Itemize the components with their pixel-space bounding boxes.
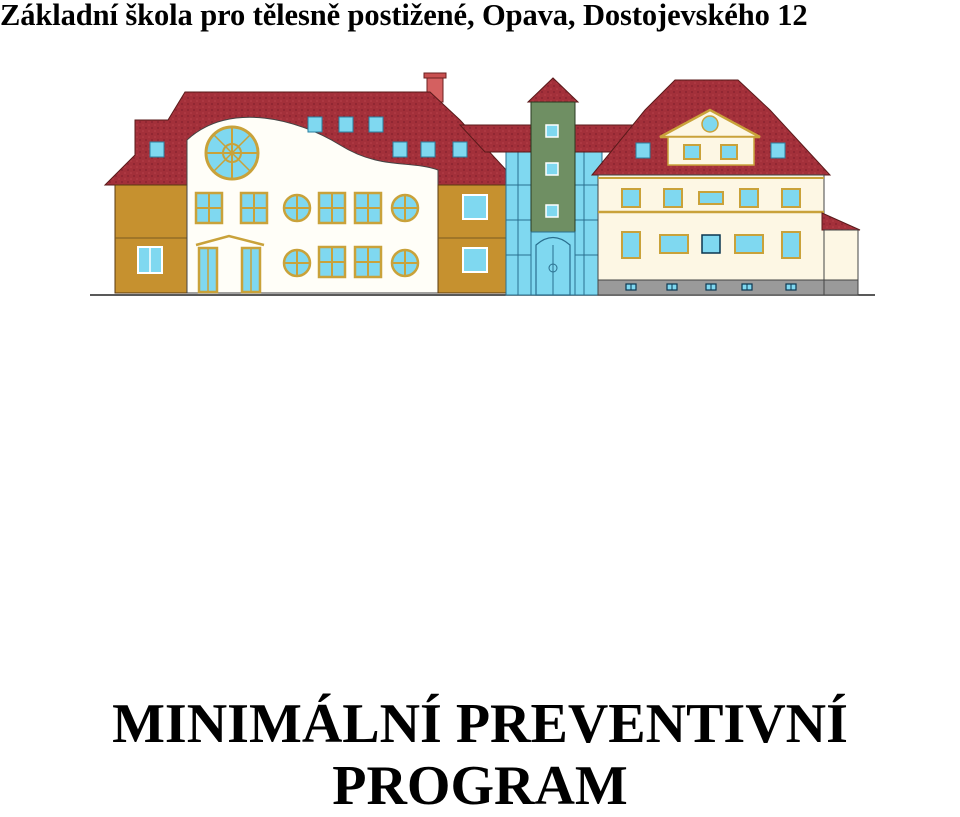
- school-building-illustration: [0, 60, 960, 310]
- school-name: Základní škola pro tělesně postižené, Opava, Dostojevského 12: [0, 0, 808, 32]
- document-title-line2: PROGRAM: [332, 755, 628, 817]
- document-title-line1: MINIMÁLNÍ PREVENTIVNÍ: [112, 693, 848, 755]
